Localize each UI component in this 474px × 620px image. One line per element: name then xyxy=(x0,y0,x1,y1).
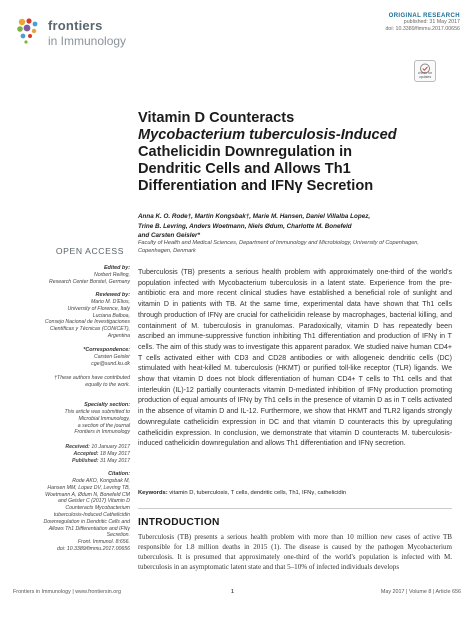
author-line: Trine B. Levring, Anders Woetmann, Niels Ødum, Charlotte M. Bonefeld xyxy=(138,222,352,230)
keywords xyxy=(138,490,458,496)
specialty-heading: Specialty section: xyxy=(84,402,130,408)
open-access-label: OPEN ACCESS xyxy=(55,246,125,256)
specialty-line: This article was submitted to xyxy=(64,409,130,415)
title-line: Dendritic Cells and Allows Th1 xyxy=(138,161,351,177)
received-date: Received: 10 January 2017 xyxy=(65,444,130,450)
reviewer-line: Mario M. D'Elios, xyxy=(90,299,130,305)
specialty-line: Microbial Immunology, xyxy=(78,415,130,422)
correspondence-name: Carsten Geisler xyxy=(93,354,130,360)
citation-heading: Citation: xyxy=(108,471,130,477)
journal-subtitle: in Immunology xyxy=(48,34,127,48)
correspondence-heading: *Correspondence: xyxy=(83,347,130,353)
keywords-list: vitamin D, tuberculosis, T cells, dendritic cells, Th1, IFNγ, cathelicidin xyxy=(169,490,347,496)
citation-line: Front. Immunol. 8:656. xyxy=(77,539,130,546)
affiliation-line: Faculty of Health and Medical Sciences, Department of Immunology and Microbiology, University of Copenhagen, xyxy=(138,240,419,246)
editor-affiliation: Research Center Borstel, Germany xyxy=(48,278,130,285)
article-meta xyxy=(385,13,460,33)
citation-line: and Geisler C (2017) Vitamin D xyxy=(58,498,130,505)
correspondence-section xyxy=(20,347,130,368)
introduction-text: Tuberculosis (TB) presents a serious health problem with more than 10 million new cases of active TB responsible for 1.8 million deaths in 2015 (1). The disease is caused by the pathogen Mycobacterium tuberculosis. It is presumed that approximately one-third of the world's population is infected with M. tuberculosis in an asymptomatic latent state and that 5–10% of infected individuals develops xyxy=(138,533,452,571)
citation-line: Counteracts Mycobacterium xyxy=(65,505,130,512)
title-line: Vitamin D Counteracts xyxy=(138,110,295,126)
article-type: ORIGINAL RESEARCH xyxy=(388,13,460,19)
correspondence-email[interactable]: cge@sund.ku.dk xyxy=(91,360,130,367)
frontiers-logo-icon xyxy=(14,16,44,46)
note-line: †These authors have contributed xyxy=(54,375,130,381)
reviewer-line: Consejo Nacional de Investigaciones xyxy=(44,319,130,326)
specialty-line: Frontiers in Immunology xyxy=(74,429,130,436)
reviewed-by-heading: Reviewed by: xyxy=(95,292,130,298)
dates-section xyxy=(20,444,130,464)
abstract-text: Tuberculosis (TB) presents a serious health problem with approximately one-third of the world's population infected with Mycobacterium tuberculosis in a latent state. Experience from the pre-antibiotic era and more recent clinical studies have established a beneficial role of sunlight and vitamin D in patients with TB. At the same time, experimental data have shown that Th1 cells through production of IFNγ are crucial for cathelicidin release by macrophages, bacterial killing, and containment of M. tuberculosis in granulomas. Paradoxically, vitamin D has repeatedly been ascribed an immune-suppressive function inhibiting Th1 differentiation and production of IFNγ in T cells. The aim of this study was to investigate this apparent paradox. We studied naive human CD4+ T cells activated either with CD3 and CD28 antibodies or with allogeneic dendritic cells (DC) stimulated with heat-killed M. tuberculosis (HKMT) or purified toll-like receptor (TLR) ligands. We show that vitamin D does not block differentiation of human CD4+ T cells to Th1 cells and that interleukin (IL)-12 partially counteracts vitamin D-mediated inhibition of IFNγ production promoting production of equal amounts of IFNγ by Th1 cells in the presence of vitamin D as in T cells activated in the absence of vitamin D and IL-12. Furthermore, we show that HKMT and TLR2 ligands strongly downregulate cathelicidin expression in DC and that vitamin D counteracts this by upregulating cathelicidin expression. In conclusion, we demonstrate that vitamin D counteracts M. tuberculosis-induced cathelicidin downregulation and allows Th1 differentiation and IFNγ secretion. xyxy=(138,269,452,448)
footer-journal[interactable]: Frontiers in Immunology | www.frontiersin.org xyxy=(13,589,122,595)
specialty-line: a section of the journal xyxy=(77,422,130,429)
article-doi[interactable]: doi: 10.3389/fimmu.2017.00656 xyxy=(385,26,460,32)
author-list xyxy=(138,212,438,241)
check-updates-label: check for updates xyxy=(417,71,433,79)
citation-line: Secretion. xyxy=(106,532,130,539)
page-number: 1 xyxy=(231,589,234,595)
citation-line: tuberculosis-Induced Cathelicidin xyxy=(53,511,130,518)
title-line: Mycobacterium tuberculosis-Induced xyxy=(138,127,397,143)
affiliation-line: Copenhagen, Denmark xyxy=(138,247,196,254)
journal-logo xyxy=(14,14,144,54)
reviewer-line: Luciana Balboa, xyxy=(92,312,130,319)
reviewed-by-section xyxy=(20,292,130,340)
specialty-section xyxy=(20,402,130,436)
equal-contribution-note xyxy=(20,375,130,389)
published-date: published: 31 May 2017 xyxy=(403,19,460,25)
citation-section xyxy=(20,471,130,553)
title-line: Cathelicidin Downregulation in xyxy=(138,144,353,160)
abstract xyxy=(138,268,452,450)
citation-line: Hansen MM, Lopez DV, Levring TB, xyxy=(47,484,130,491)
published-date-sidebar: Published: 31 May 2017 xyxy=(72,457,130,464)
reviewer-line: Argentina xyxy=(107,332,130,339)
citation-line: Downregulation in Dendritic Cells and xyxy=(43,518,130,525)
article-title xyxy=(138,110,448,195)
edited-by-heading: Edited by: xyxy=(103,265,130,271)
citation-line: doi: 10.3389/fimmu.2017.00656 xyxy=(57,545,130,552)
reviewer-line: Científicas y Técnicas (CONICET), xyxy=(49,326,130,333)
section-divider xyxy=(138,508,452,509)
reviewer-line: University of Florence, Italy xyxy=(67,305,130,312)
affiliation xyxy=(138,240,438,255)
check-updates-button[interactable] xyxy=(414,60,436,82)
footer-volume: May 2017 | Volume 8 | Article 656 xyxy=(380,589,461,595)
citation-line: Allows Th1 Differentiation and IFNγ xyxy=(48,525,130,532)
journal-brand: frontiers xyxy=(48,18,103,33)
accepted-date: Accepted: 18 May 2017 xyxy=(73,450,130,457)
author-line: Anna K. O. Rode†, Martin Kongsbak†, Marie M. Hansen, Daniel Villalba Lopez, xyxy=(138,213,371,220)
editor-name: Norbert Reiling, xyxy=(93,272,130,278)
title-line: Differentiation and IFNγ Secretion xyxy=(138,178,374,194)
citation-line: Woetmann A, Ødum N, Bonefeld CM xyxy=(45,491,130,498)
citation-line: Rode AKO, Kongsbak M, xyxy=(72,478,130,484)
keywords-label: Keywords: xyxy=(138,490,168,496)
note-line: equally to the work. xyxy=(85,381,130,388)
introduction-heading: INTRODUCTION xyxy=(138,517,220,528)
author-line: and Carsten Geisler* xyxy=(138,232,200,239)
edited-by-section xyxy=(20,265,130,286)
